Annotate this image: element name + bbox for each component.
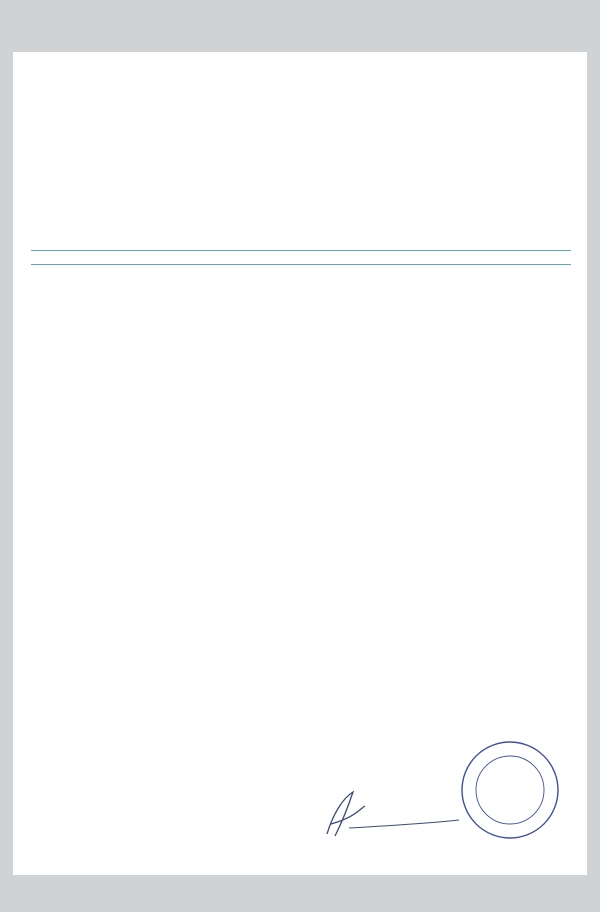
organization-stamp — [460, 740, 560, 840]
table-header — [31, 225, 571, 251]
doctor-signature — [313, 784, 463, 842]
qr-code[interactable] — [37, 741, 107, 811]
section-title — [31, 250, 571, 265]
lab-report-page — [13, 52, 587, 875]
